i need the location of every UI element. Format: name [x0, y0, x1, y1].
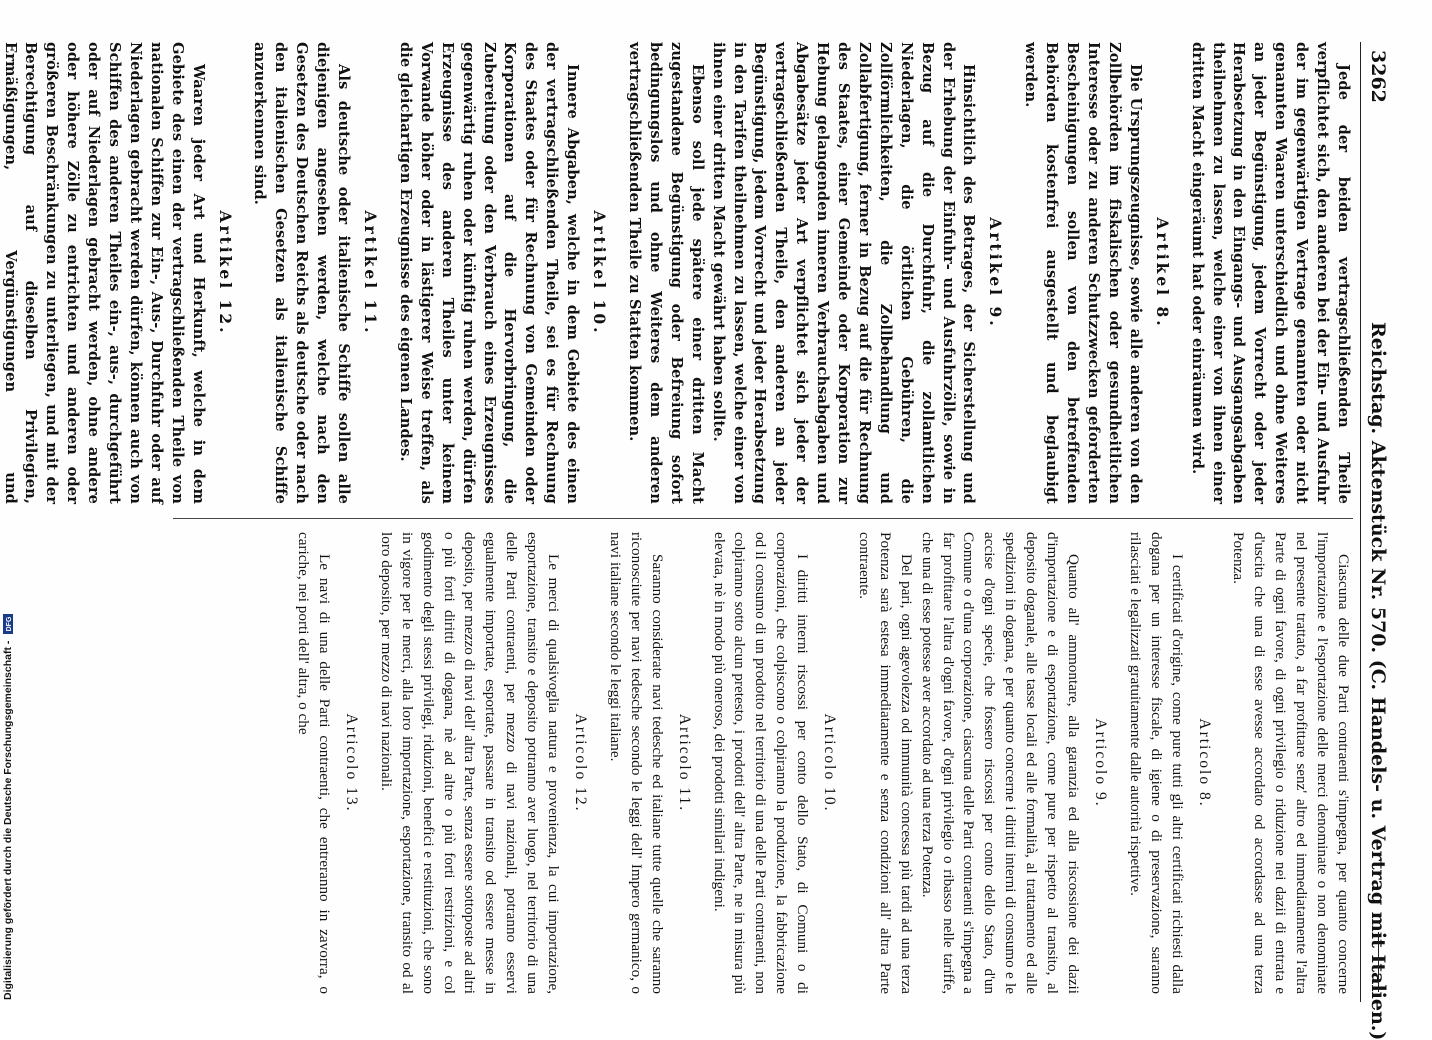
german-paragraph: Die Ursprungszeugnisse, sowie alle anderen von den Zollbehörden im fiskalischen oder gesundheitlichen Interesse oder zu anderen Schutzzwecken geforderten Bescheinigungen sollen von den betreffenden Behörden kostenfrei ausgestellt und beglaubigt werden.: [1022, 42, 1144, 504]
column-divider: [173, 518, 1353, 519]
italian-paragraph: Quanto all' ammontare, alla garanzia ed alla riscossione dei dazii d'importazione e di esportazione, come pure per rispetto al transito, al deposito doganale, alle tasse locali ed alle formalità, al trattamento ed alle spedizioni in dogana, e per quanto concerne i diritti interni di consumo e le accise d'ogni specie, che fossero riscossi per conto dello Stato, d'un Comune o d'una corporazione, ciascuna delle Parti contraenti s'impegna a far profittare l'altra d'ogni favore, d'ogni privilegio o ribasso nelle tariffe, che una di esse potesse aver accordato ad una terza Potenza.: [918, 532, 1083, 994]
italian-paragraph: Le merci di qualsivoglia natura e provenienza, la cui importazione, esportazione, transito e deposito potranno aver luogo, nel territorio di una delle Parti contraenti, per mezzo di navi nazionali, potranno esservi egualmente importate, esportate, passare in transito od essere messe in deposito, per mezzo di navi dell' altra Parte, senza essere sottoposte ad altri o più forti diritti di dogana, nè ad altre o più forti restrizioni, e col godimento degli stessi privilegi, riduzioni, benefici e restituzioni, che sono in vigore per le merci, alla loro importazione, esportazione, transito od al loro deposito, per mezzo di navi nazionali.: [377, 532, 563, 994]
italian-article-heading: Articolo 9.: [1091, 718, 1109, 808]
italian-paragraph: Del pari, ogni agevolezza od immunità concessa più tardi ad una terza Potenza sarà estesa immediatamente e senza condizioni all' altra Parte contraente.: [855, 532, 915, 994]
italian-paragraph: Ciascuna delle due Parti contraenti s'impegna, per quanto concerne l'importazione e l'esportazione delle merci denominate o non denominate nel presente trattato, a far profittare senz' altro ed immediatamente l'altra Parte di ogni favore, di ogni privilegio o riduzione nei dazii di entrata e d'uscita che una di esse avesse accordato od accordasse ad una terza Potenza.: [1230, 532, 1352, 994]
header-rule: [1377, 932, 1379, 992]
italian-article-heading: Articolo 8.: [1195, 718, 1213, 808]
german-paragraph: Waaren jeder Art und Herkunft, welche in dem Gebiete des einen der vertragschließenden Theile von nationalen Schiffen zur Ein-, Aus-, Durchfuhr oder auf Niederlagen gebracht werden dürfen, können auch von Schiffen des anderen Theiles ein-, aus-, durchgeführt oder auf Niederlagen gebracht werden, ohne andere oder höhere Zölle zu entrichten und anderen oder größeren Beschränkungen zu unterliegen, und mit der Berechtigung auf dieselben Privilegien, Ermäßigungen, Vergünstigungen und: [1, 42, 207, 504]
page-number: 3262: [1367, 50, 1389, 103]
german-article-heading: Artikel 11.: [361, 210, 381, 336]
italian-paragraph: I certificati d'origine, come pure tutti gli altri certificati richiesti dalla dogana per un interesse fiscale, di igiene o di preservazione, saranno rilasciati e legalizzati gratuitamente dalle autorità rispettive.: [1126, 532, 1186, 994]
italian-article-heading: Articolo 11.: [675, 713, 693, 813]
italian-article-heading: Articolo 12.: [572, 713, 589, 813]
italian-paragraph: I diritti interni riscossi per conto dello Stato, di Comuni o di corporazioni, che colpiscono o colpiranno la produzione, la fabbricazione od il consumo di un prodotto nel territorio di una delle Parti contraenti, non colpiranno sotto alcun pretesto, i prodotti dell' altra Parte, ne in misura più elevata, nè in modo più oneroso, dei prodotti similari indigeni.: [710, 532, 812, 994]
german-paragraph: Jede der beiden vertragschließenden Theile verpflichtet sich, den anderen bei der Ein- und Ausfuhr der im gegenwärtigen Vertrage genannten oder nicht genannten Waaren unterschiedlich und ohne Weiteres an jeder Begünstigung, jedem Vorrecht oder jeder Herabsetzung in den Eingangs- und Ausgangsabgaben theilnehmen zu lassen, welche einer von ihnen einer dritten Macht eingeräumt hat oder einräumen wird.: [1188, 42, 1352, 504]
italian-article-heading: Articolo 10.: [821, 713, 839, 813]
credit-text: Digitalisierung gefördert durch die Deutsche Forschungsgemeinschaft -: [2, 640, 14, 1000]
italian-article-heading: Articolo 13.: [342, 713, 360, 813]
svg-text:DFG: DFG: [6, 616, 14, 632]
german-article-heading: Artikel 8.: [1152, 217, 1172, 329]
german-article-heading: Artikel 12.: [215, 210, 235, 336]
italian-paragraph: Saranno considerate navi tedesche ed italiane tutte quelle che saranno riconosciute per navi tedesche secondo le leggi dell' Impero germanico, o navi italiane secondo le leggi italiane.: [606, 532, 666, 994]
german-paragraph: Hinsichtlich des Betrages, der Sicherstellung und der Erhebung der Einfuhr- und Ausfuhrzölle, sowie in Bezug auf die Durchfuhr, die zollamtlichen Niederlagen, die örtlichen Gebühren, die Zollförmlichkeiten, die Zollbehandlung und Zollabfertigung, ferner in Bezug auf die für Rechnung des Staates, einer Gemeinde oder Korporation zur Hebung gelangenden inneren Verbrauchsabgaben und Abgabesätze jeder Art verpflichtet sich jeder der vertragschließenden Theile, den anderen an jeder Begünstigung, jedem Vorrecht und jeder Herabsetzung in den Tarifen theilnehmen zu lassen, welche einer von ihnen einer dritten Macht gewährt haben sollte.: [709, 42, 978, 504]
german-article-heading: Artikel 9.: [986, 217, 1006, 329]
italian-column: [33, 532, 1353, 994]
digitization-credit: [2, 0, 16, 1000]
german-paragraph: Ebenso soll jede spätere einer dritten Macht zugestandene Begünstigung oder Befreiung sofort bedingungslos und ohne Weiteres dem anderen vertragschließenden Theile zu Statten kommen.: [626, 42, 706, 504]
german-paragraph: Als deutsche oder italienische Schiffe sollen alle diejenigen angesehen werden, welche nach den Gesetzen des Deutschen Reichs als deutsche oder nach den italienischen Gesetzen als italienische Schiffe anzuerkennen sind.: [251, 42, 353, 504]
page-header: [1360, 42, 1393, 1040]
german-paragraph: Innere Abgaben, welche in dem Gebiete des einen der vertragschließenden Theile, sei es für Rechnung des Staates oder für Rechnung von Gemeinden oder Korporationen auf die Hervorbringung, die Zubereitung oder den Verbrauch eines Erzeugnisses gegenwärtig ruhen oder künftig ruhen werden, dürfen Erzeugnisse des anderen Theiles unter keinem Vorwande höher oder in lästigerer Weise treffen, als die gleichartigen Erzeugnisse des eigenen Landes.: [396, 42, 582, 504]
german-article-heading: Artikel 10.: [590, 210, 610, 336]
header-title: Reichstag. Aktenstück Nr. 570. (C. Handels- u. Vertrag mit Italien.): [1367, 322, 1389, 1040]
german-column: [1, 42, 1353, 504]
dfg-logo-icon: [3, 614, 13, 634]
italian-paragraph: Le navi di una delle Parti contraenti, che entreranno in zavorra, o cariche, nei porti dell' altra, o che: [295, 532, 334, 994]
